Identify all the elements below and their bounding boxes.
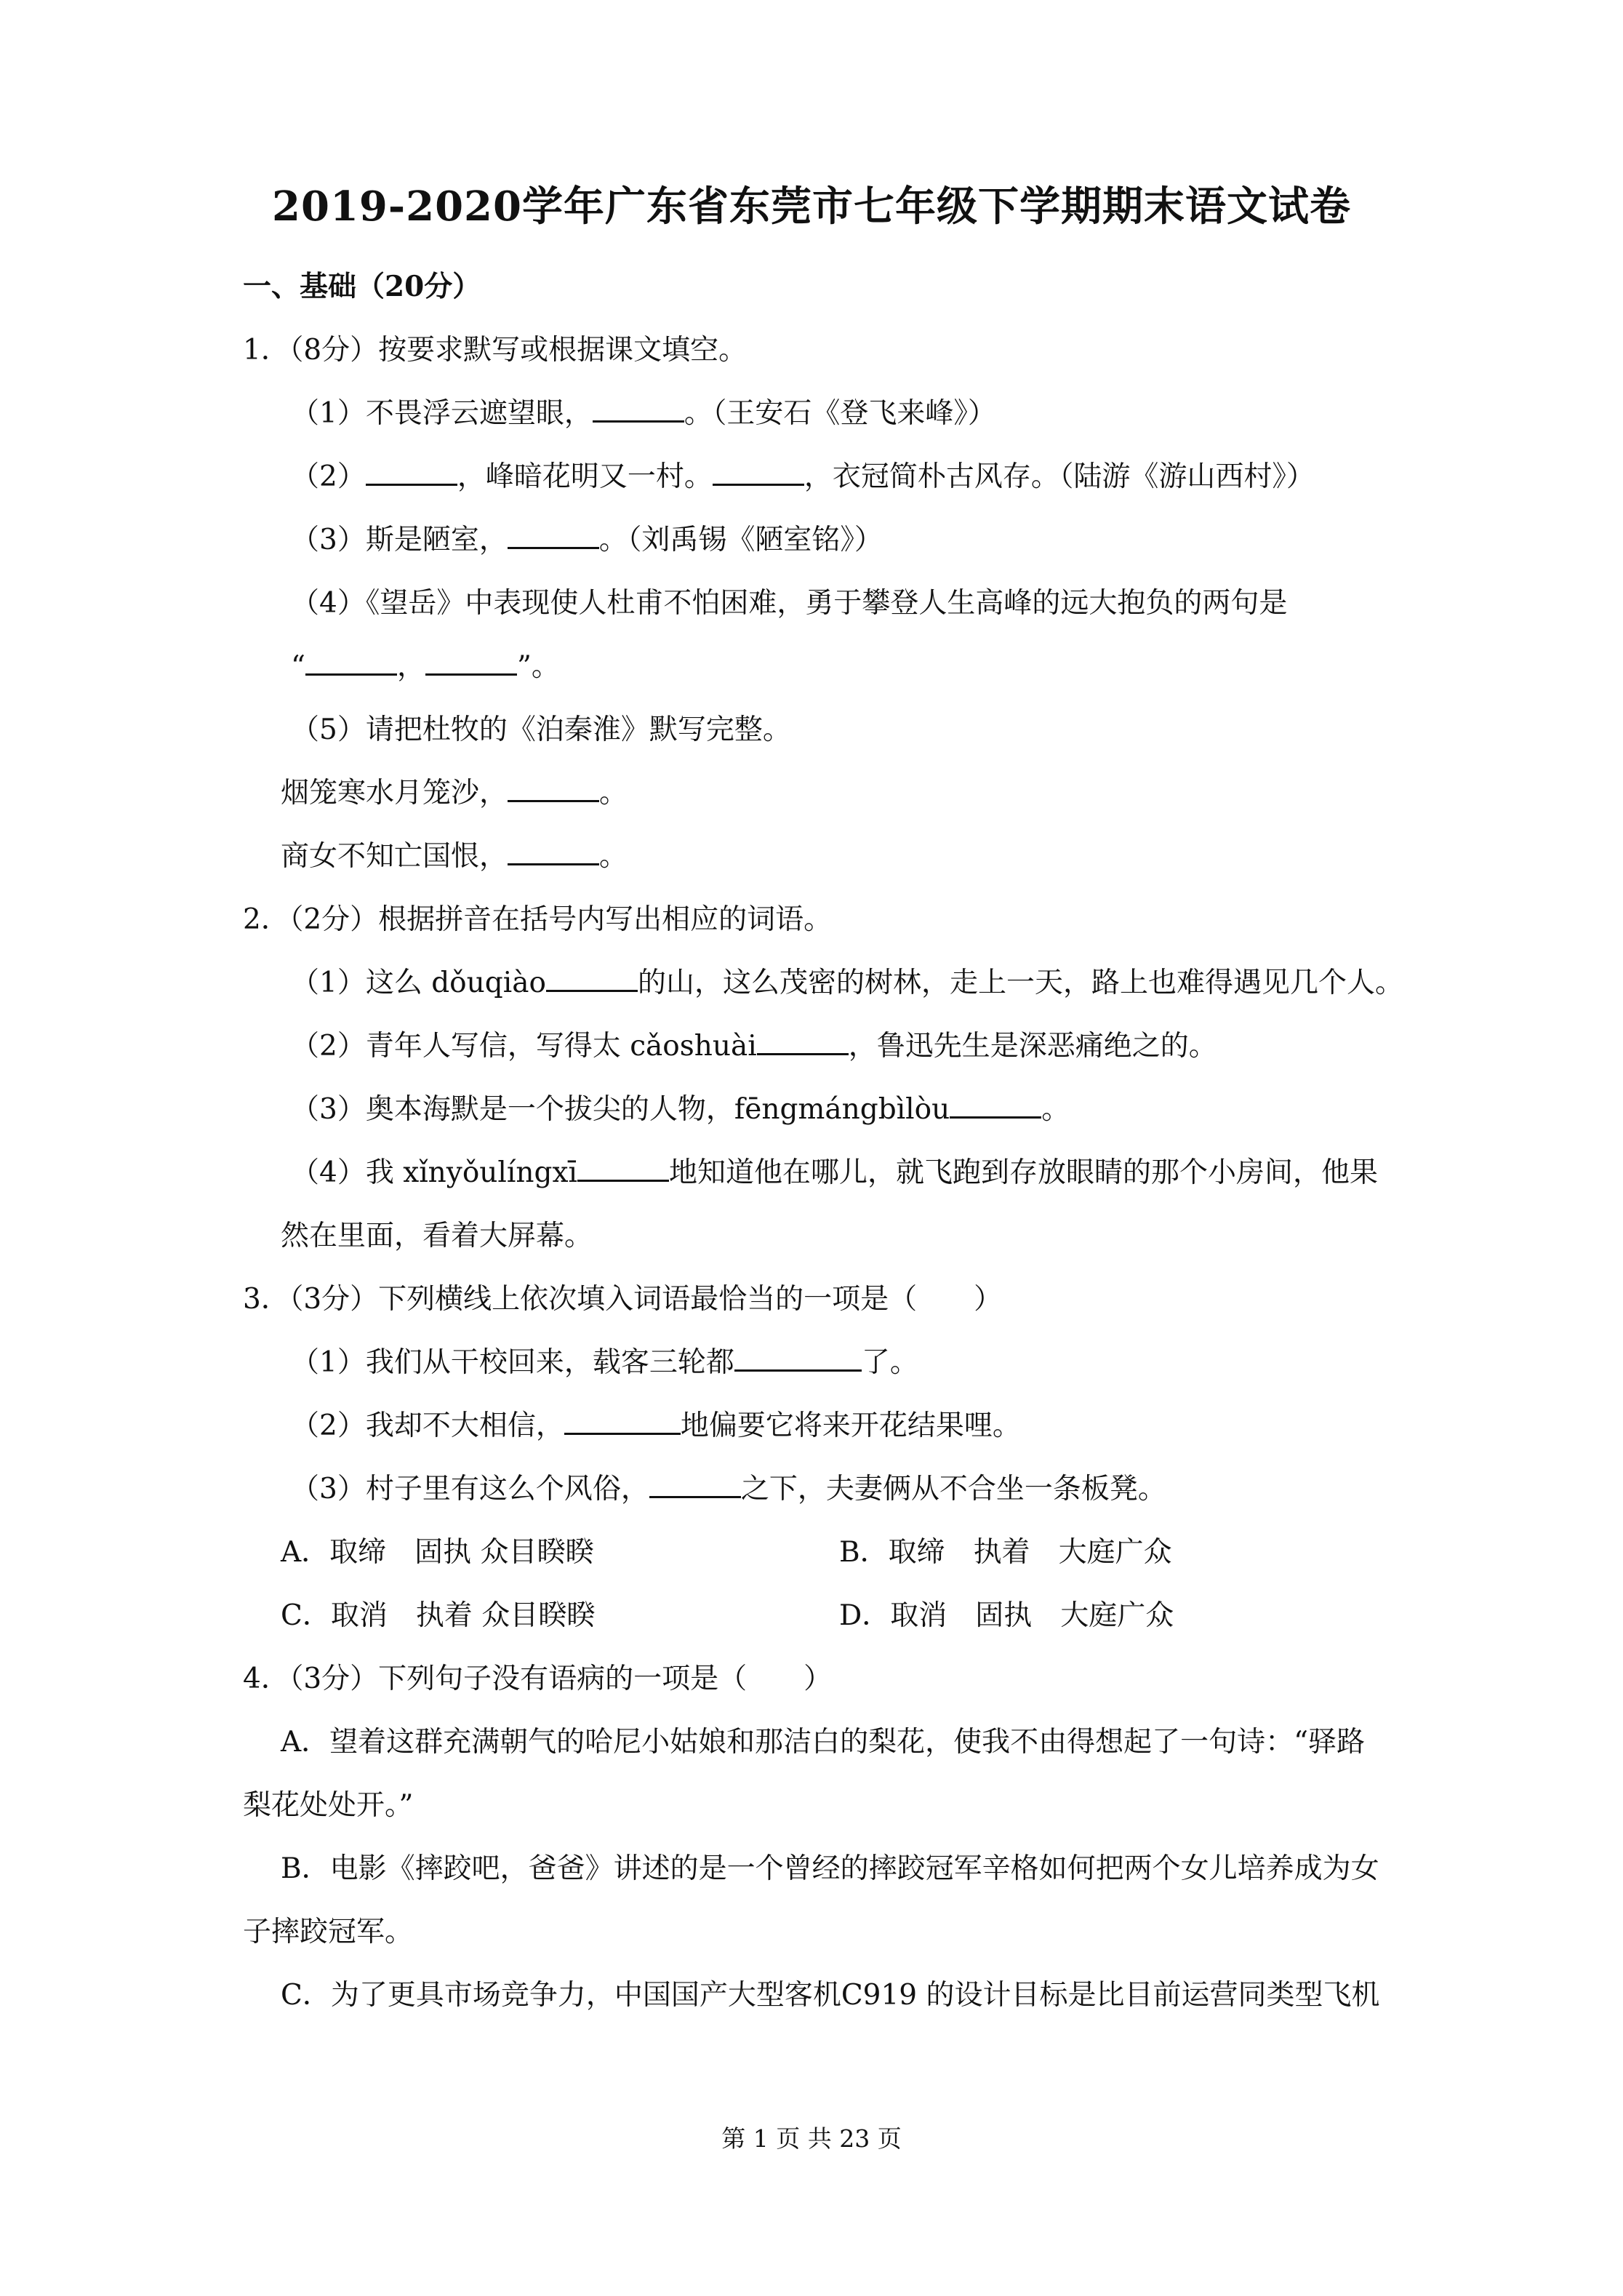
option-a[interactable]: A．望着这群充满朝气的哈尼小姑娘和那洁白的梨花，使我不由得想起了一句诗：“驿路 — [281, 1726, 1366, 1759]
question-2-stem: 2．（2分）根据拼音在括号内写出相应的词语。 — [243, 903, 833, 936]
answer-blank[interactable] — [508, 521, 599, 549]
answer-blank[interactable] — [593, 394, 684, 423]
poem-line-2: 商女不知亡国恨， 。 — [281, 836, 628, 877]
question-3-item-3: （3）村子里有这么个风俗， 之下，夫妻俩从不合坐一条板凳。 — [291, 1469, 1166, 1510]
option-d[interactable]: D．取消 固执 大庭广众 — [839, 1599, 1174, 1632]
answer-blank[interactable] — [734, 1343, 862, 1372]
option-c[interactable]: C．取消 执着 众目睽睽 — [281, 1599, 596, 1632]
question-2-item-4-cont: 然在里面，看着大屏幕。 — [281, 1220, 593, 1252]
option-b[interactable]: B．取缔 执着 大庭广众 — [839, 1536, 1172, 1569]
answer-blank[interactable] — [546, 964, 638, 992]
answer-blank[interactable] — [757, 1027, 849, 1055]
section-heading: 一、基础（20分） — [243, 270, 481, 303]
option-b-cont: 子摔跤冠军。 — [243, 1916, 414, 1948]
poem-line-1: 烟笼寒水月笼沙， 。 — [281, 773, 628, 814]
answer-blank[interactable] — [305, 647, 397, 676]
answer-blank[interactable] — [577, 1153, 669, 1182]
answer-blank[interactable] — [950, 1090, 1041, 1119]
page-footer: 第 1 页 共 23 页 — [721, 2124, 902, 2153]
question-1-item-1: （1）不畏浮云遮望眼， 。（王安石《登飞来峰》） — [291, 393, 996, 434]
option-a-cont: 梨花处处开。” — [243, 1789, 414, 1822]
question-3-item-2: （2）我却不大相信， 地偏要它将来开花结果哩。 — [291, 1406, 1021, 1447]
answer-blank[interactable] — [713, 457, 804, 486]
question-1-item-2: （2） ，峰暗花明又一村。 ，衣冠简朴古风存。（陆游《游山西村》） — [291, 457, 1315, 497]
question-4-stem: 4．（3分）下列句子没有语病的一项是（ ） — [243, 1663, 833, 1695]
answer-blank[interactable] — [649, 1470, 741, 1498]
option-a[interactable]: A．取缔 固执 众目睽睽 — [281, 1536, 594, 1569]
answer-blank[interactable] — [564, 1407, 681, 1435]
answer-blank[interactable] — [508, 774, 599, 802]
question-3-stem: 3．（3分）下列横线上依次填入词语最恰当的一项是（ ） — [243, 1283, 1003, 1316]
answer-blank[interactable] — [425, 647, 517, 676]
answer-blank[interactable] — [366, 457, 457, 486]
question-2-item-3: （3）奥本海默是一个拔尖的人物，fēngmángbìlòu 。 — [291, 1089, 1070, 1130]
question-1-item-4-answer: “ ， ”。 — [291, 647, 560, 687]
question-1-stem: 1．（8分）按要求默写或根据课文填空。 — [243, 334, 748, 367]
question-2-item-4: （4）我 xǐnyǒulíngxī 地知道他在哪儿，就飞跑到存放眼睛的那个小房间，他果 — [291, 1153, 1378, 1193]
option-c[interactable]: C．为了更具市场竞争力，中国国产大型客机C919 的设计目标是比目前运营同类型飞机 — [281, 1979, 1380, 2012]
question-3-item-1: （1）我们从干校回来，载客三轮都 了。 — [291, 1343, 918, 1383]
option-b[interactable]: B．电影《摔跤吧，爸爸》讲述的是一个曾经的摔跤冠军辛格如何把两个女儿培养成为女 — [281, 1852, 1379, 1885]
question-1-item-5: （5）请把杜牧的《泊秦淮》默写完整。 — [291, 713, 791, 746]
question-1-item-4: （4）《望岳》中表现使人杜甫不怕困难，勇于攀登人生高峰的远大抱负的两句是 — [291, 587, 1288, 620]
question-2-item-1: （1）这么 dǒuqiào 的山，这么茂密的树林，走上一天，路上也难得遇见几个人。 — [291, 963, 1403, 1004]
answer-blank[interactable] — [508, 837, 599, 865]
question-2-item-2: （2）青年人写信，写得太 cǎoshuài ，鲁迅先生是深恶痛绝之的。 — [291, 1026, 1217, 1067]
question-1-item-3: （3）斯是陋室， 。（刘禹锡《陋室铭》） — [291, 520, 883, 561]
page-title: 2019-2020学年广东省东莞市七年级下学期期末语文试卷 — [272, 183, 1351, 231]
